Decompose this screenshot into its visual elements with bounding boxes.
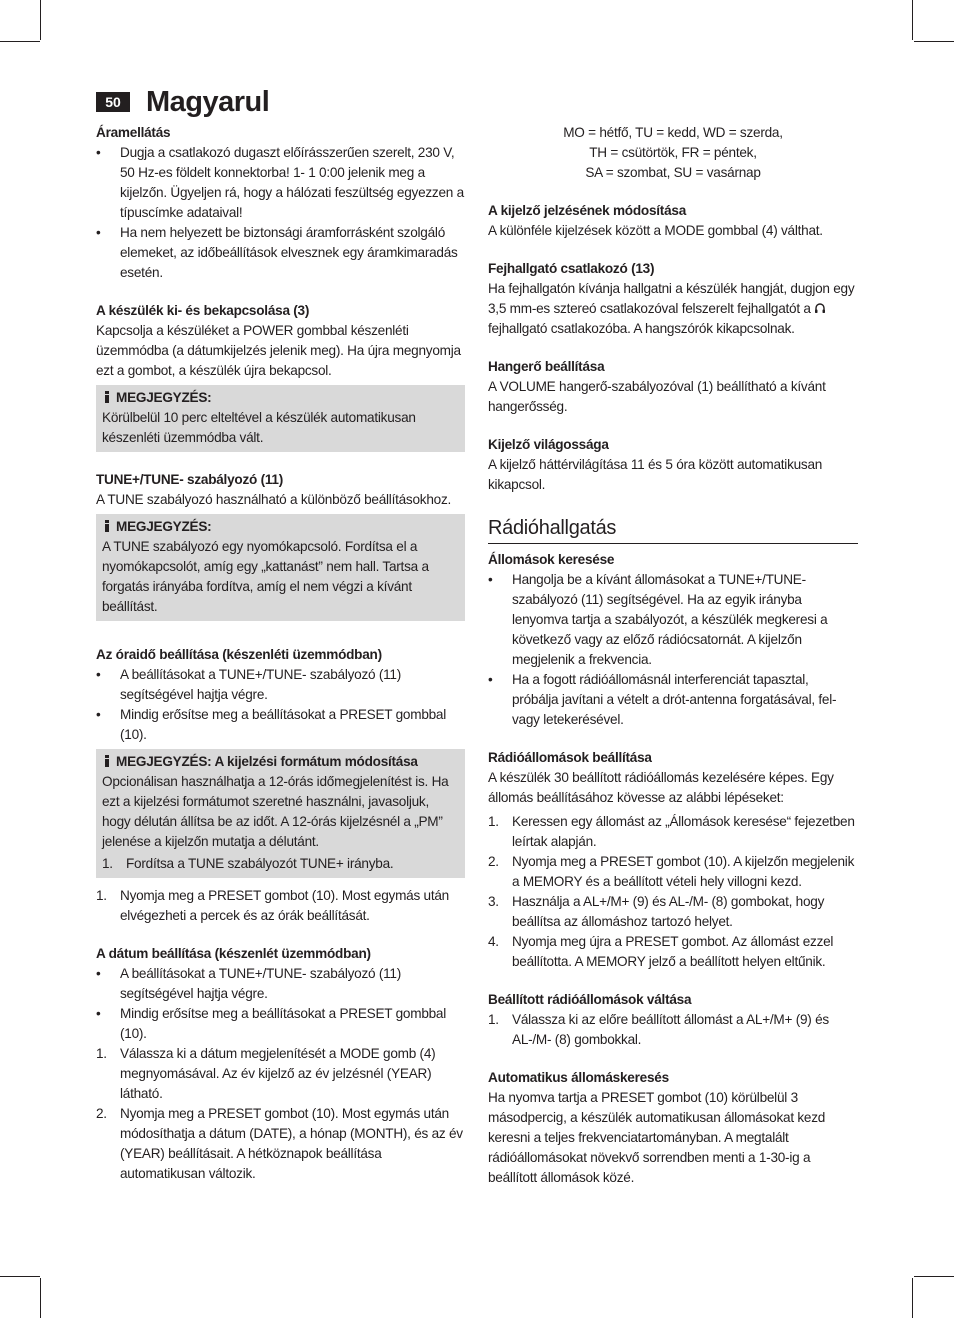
weekday-line: TH = csütörtök, FR = péntek, [589,145,757,160]
section-heading: A kijelző jelzésének módosítása [488,203,687,218]
info-icon [102,755,112,767]
list-item: • Mindig erősítse meg a beállításokat a PRESET gombbal (10). [96,705,465,745]
section-headphone [488,259,858,339]
note-box [96,749,465,878]
bullet-list [96,964,465,1044]
paragraph: A különféle kijelzések között a MODE gombbal (4) válthat. [488,223,823,238]
crop-mark [40,0,41,40]
page-title: Magyarul [146,86,270,118]
right-column [488,123,858,1206]
list-item: • Dugja a csatlakozó dugaszt előírásszerűen szerelt, 230 V, 50 Hz-es földelt konnektorba! 1- 1 0:00 jelenik meg a kijelzőn. Ügyeljen rá, hogy a hálózati feszültség egyezzen a típuscímke adataival! [96,143,465,223]
numbered-list [102,854,459,874]
crop-mark [0,41,40,42]
list-item: 1. Válassza ki az előre beállított állomást a AL+/M+ (9) és AL-/M- (8) gombokkal. [488,1012,829,1047]
list-item: • A beállításokat a TUNE+/TUNE- szabályozó (11) segítségével hajtja végre. [96,964,465,1004]
section-heading: A dátum beállítása (készenlét üzemmódban) [96,946,371,961]
note-title: MEGJEGYZÉS: [116,390,212,405]
paragraph: A VOLUME hangerő-szabályozóval (1) beállítható a kívánt hangerősség. [488,379,826,414]
section-heading: Áramellátás [96,125,171,140]
section-volume [488,357,858,417]
list-item: 4. Nyomja meg újra a PRESET gombot. Az állomást ezzel beállította. A MEMORY jelző a beállított helyen eltűnik. [488,934,834,969]
list-item: • Hangolja be a kívánt állomásokat a TUNE+/TUNE- szabályozó (11) segítségével. Ha az egyik irányba lenyomva tartja a szabályozót, a készülék megkeresi a következő vagy az előző rádiócsatornát. A kijelzőn megjelenik a frekvencia. [488,570,858,670]
list-item: 1. Fordítsa a TUNE szabályozót TUNE+ irányba. [102,856,394,871]
section-heading: A készülék ki- és bekapcsolása (3) [96,303,310,318]
list-item: • A beállításokat a TUNE+/TUNE- szabályozó (11) segítségével hajtja végre. [96,665,465,705]
list-item: • Mindig erősítse meg a beállításokat a PRESET gombbal (10). [96,1004,465,1044]
numbered-list [488,1010,858,1050]
numbered-list [96,1044,465,1184]
section-clock-steps [96,886,465,926]
note-title: MEGJEGYZÉS: [116,519,212,534]
weekday-line: MO = hétfő, TU = kedd, WD = szerda, [563,125,783,140]
section-tune [96,470,465,510]
section-date [96,944,465,1184]
paragraph: A kijelző háttérvilágítása 11 és 5 óra között automatikusan kikapcsol. [488,457,823,492]
section-heading: Hangerő beállítása [488,359,605,374]
note-box [96,385,465,452]
section-auto-search [488,1068,858,1188]
section-heading: Állomások keresése [488,552,615,567]
section-heading: Rádióállomások beállítása [488,750,652,765]
list-item: 2. Nyomja meg a PRESET gombot (10). A kijelzőn megjelenik a MEMORY és a beállított vételi hely villogni kezd. [488,854,855,889]
list-item: 1. Válassza ki a dátum megjelenítését a MODE gomb (4) megnyomásával. Az év kijelző az év jelzésnél (YEAR) látható. [96,1046,436,1101]
paragraph: A TUNE szabályozó használható a különböző beállításokhoz. [96,492,452,507]
section-heading: TUNE+/TUNE- szabályozó (11) [96,472,284,487]
section-station-preset [488,748,858,972]
paragraph: A készülék 30 beállított rádióállomás kezelésére képes. Egy állomás beállításához kövesse az alábbi lépéseket: [488,770,834,805]
paragraph: Kapcsolja a készüléket a POWER gombbal készenléti üzemmódba (a dátumkijelzés jelenik meg). Ha újra megnyomja ezt a gombot, a készülék újra bekapcsol. [96,323,461,378]
section-heading: Automatikus állomáskeresés [488,1070,669,1085]
radio-section-title: Rádióhallgatás [488,515,858,544]
info-icon [102,391,112,403]
section-station-search [488,550,858,730]
crop-mark [912,1278,913,1318]
section-power [96,123,465,283]
section-heading: Beállított rádióállomások váltása [488,992,692,1007]
paragraph: Ha fejhallgatón kívánja hallgatni a készülék hangját, dugjon egy 3,5 mm-es sztereó csatlakozóval felszerelt fejhallgatót a fejhallgató csatlakozóba. A hangszórók kikapcsolnak. [488,281,855,336]
section-heading: Kijelző világossága [488,437,609,452]
crop-mark [914,41,954,42]
crop-mark [912,0,913,40]
crop-mark [40,1278,41,1318]
list-item: 1. Keressen egy állomást az „Állomások keresése“ fejezetben leírtak alapján. [488,814,855,849]
bullet-list [96,143,465,283]
note-text: Körülbelül 10 perc elteltével a készülék automatikusan készenléti üzemmódba vált. [102,410,416,445]
section-clock [96,645,465,745]
numbered-list [96,886,465,926]
note-box [96,514,465,621]
section-station-switch [488,990,858,1050]
bullet-list [96,665,465,745]
section-heading: Az óraidő beállítása (készenléti üzemmódban) [96,647,382,662]
note-text: Opcionálisan használhatja a 12-órás időmegjelenítést is. Ha ezt a kijelzési formátumot szeretné használni, javasoljuk, hogy délután állítsa be az időt. A 12-órás kijelzésnél a „PM” jelenése a kijelzőn mutatja a délutánt. [102,774,449,849]
list-item: 3. Használja a AL+/M+ (9) és AL-/M- (8) gombokat, hogy beállítsa az állomáshoz tartozó helyet. [488,894,825,929]
section-brightness [488,435,858,495]
section-display-mode [488,201,858,241]
paragraph: Ha nyomva tartja a PRESET gombot (10) körülbelül 3 másodpercig, a készülék automatikusan állomásokat kezd keresni a teljes frekvenciatartományban. A megtalált rádióállomásokat növekvő sorrendben menti a 1-30-ig a beállított állomások közé. [488,1090,826,1185]
list-item: 2. Nyomja meg a PRESET gombot (10). Most egymás után módosíthatja a dátum (DATE), a hónap (MONTH), és az év (YEAR) beállításait. A hétköznapok beállítása automatikusan változik. [96,1106,463,1181]
numbered-list [488,812,858,972]
left-column [96,123,465,1202]
section-onoff [96,301,465,381]
section-heading: Fejhallgató csatlakozó (13) [488,261,655,276]
note-text: A TUNE szabályozó egy nyomókapcsoló. Fordítsa el a nyomókapcsolót, amíg egy „kattanást” nem hall. Tartsa a forgatás irányába fordítva, amíg el nem végzi a kívánt beállítást. [102,539,429,614]
info-icon [102,520,112,532]
weekday-legend [488,123,858,183]
bullet-list [488,570,858,730]
list-item: 1. Nyomja meg a PRESET gombot (10). Most egymás után elvégezheti a percek és az órák beállítását. [96,888,449,923]
page-number: 50 [96,92,130,112]
list-item: • Ha nem helyezett be biztonsági áramforrásként szolgáló elemeket, az időbeállítások elvesznek egy áramkimaradás esetén. [96,223,465,283]
note-title: MEGJEGYZÉS: A kijelzési formátum módosítása [116,754,418,769]
headphone-icon [814,302,826,314]
list-item: • Ha a fogott rádióállomásnál interferenciát tapasztal, próbálja javítani a vételt a drót-antenna forgatásával, fel- vagy letekerésével. [488,670,858,730]
crop-mark [0,1276,40,1277]
crop-mark [914,1276,954,1277]
weekday-line: SA = szombat, SU = vasárnap [585,165,761,180]
